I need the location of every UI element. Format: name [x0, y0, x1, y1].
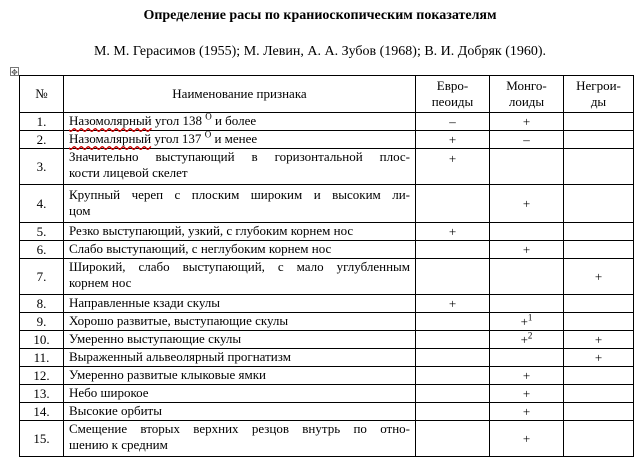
- cell-negroids: [564, 149, 634, 185]
- row-num: 11.: [20, 349, 64, 367]
- cell-mongoloids: [490, 259, 564, 295]
- cell-mongoloids: +: [490, 403, 564, 421]
- cell-mongoloids: +$^1$: [490, 313, 564, 331]
- row-name: Высокие орбиты: [64, 403, 416, 421]
- cell-mongoloids: [490, 295, 564, 313]
- table-row: [20, 113, 634, 131]
- table-row: [20, 349, 634, 367]
- cell-negroids: +: [564, 259, 634, 295]
- cell-mongoloids: [490, 223, 564, 241]
- row-num: 5.: [20, 223, 64, 241]
- table-row: [20, 385, 634, 403]
- row-name: Назомалярный угол 137 $^O$ и менее: [64, 131, 416, 149]
- row-num: 2.: [20, 131, 64, 149]
- cell-mongoloids: +: [490, 421, 564, 457]
- cell-europeoids: [416, 185, 490, 223]
- cell-mongoloids: +: [490, 241, 564, 259]
- cell-europeoids: [416, 241, 490, 259]
- row-num: 13.: [20, 385, 64, 403]
- cell-mongoloids: +: [490, 185, 564, 223]
- table-row: [20, 367, 634, 385]
- cell-mongoloids: +: [490, 385, 564, 403]
- row-num: 12.: [20, 367, 64, 385]
- cell-europeoids: +: [416, 295, 490, 313]
- table-row: [20, 131, 634, 149]
- row-name: Слабо выступающий, с неглубоким корнем нос: [64, 241, 416, 259]
- row-num: 10.: [20, 331, 64, 349]
- cell-mongoloids: +: [490, 113, 564, 131]
- cell-negroids: +: [564, 349, 634, 367]
- header-mongoloids: Монго- лоиды: [490, 76, 564, 113]
- cell-negroids: [564, 185, 634, 223]
- cell-negroids: [564, 421, 634, 457]
- row-name: Назомолярный угол 138 $^O$ и более: [64, 113, 416, 131]
- cell-europeoids: [416, 421, 490, 457]
- row-num: 9.: [20, 313, 64, 331]
- table-row: [20, 403, 634, 421]
- cell-europeoids: [416, 349, 490, 367]
- page-title: Определение расы по краниоскопическим показателям: [143, 8, 497, 23]
- row-name: Небо широкое: [64, 385, 416, 403]
- cell-europeoids: +: [416, 131, 490, 149]
- table-row: [20, 223, 634, 241]
- table-row: [20, 421, 634, 457]
- cell-europeoids: +: [416, 223, 490, 241]
- authors-line: М. М. Герасимов (1955); М. Левин, А. А. Зубов (1968); В. И. Добряк (1960).: [93, 44, 547, 59]
- table-row: [20, 331, 634, 349]
- table-row: [20, 241, 634, 259]
- table-row: [20, 313, 634, 331]
- cell-negroids: [564, 367, 634, 385]
- row-name: Выраженный альвеолярный прогнатизм: [64, 349, 416, 367]
- cell-mongoloids: +: [490, 367, 564, 385]
- cell-negroids: +: [564, 331, 634, 349]
- header-name: Наименование признака: [64, 76, 416, 113]
- row-name: Широкий, слабо выступающий, с мало углубленным корнем нос: [64, 259, 416, 295]
- row-num: 14.: [20, 403, 64, 421]
- cell-europeoids: [416, 259, 490, 295]
- row-name: Умеренно выступающие скулы: [64, 331, 416, 349]
- cell-europeoids: [416, 367, 490, 385]
- row-num: 15.: [20, 421, 64, 457]
- cell-europeoids: +: [416, 149, 490, 185]
- cell-negroids: [564, 131, 634, 149]
- cell-mongoloids: +$^2$: [490, 331, 564, 349]
- cell-europeoids: [416, 313, 490, 331]
- header-negroids: Негрои- ды: [564, 76, 634, 113]
- row-num: 8.: [20, 295, 64, 313]
- row-name: Значительно выступающий в горизонтальной плос- кости лицевой скелет: [64, 149, 416, 185]
- cell-negroids: [564, 113, 634, 131]
- row-num: 3.: [20, 149, 64, 185]
- cell-negroids: [564, 403, 634, 421]
- cell-mongoloids: [490, 149, 564, 185]
- row-num: 6.: [20, 241, 64, 259]
- table-header-row: [20, 76, 634, 113]
- cell-mongoloids: –: [490, 131, 564, 149]
- race-criteria-table: [19, 75, 634, 457]
- row-name: Направленные кзади скулы: [64, 295, 416, 313]
- cell-negroids: [564, 313, 634, 331]
- cell-europeoids: [416, 403, 490, 421]
- row-num: 7.: [20, 259, 64, 295]
- cell-negroids: [564, 385, 634, 403]
- row-name: Резко выступающий, узкий, с глубоким корнем нос: [64, 223, 416, 241]
- table-row: [20, 149, 634, 185]
- cell-negroids: [564, 295, 634, 313]
- cell-mongoloids: [490, 349, 564, 367]
- row-name: Хорошо развитые, выступающие скулы: [64, 313, 416, 331]
- row-name: Умеренно развитые клыковые ямки: [64, 367, 416, 385]
- cell-europeoids: –: [416, 113, 490, 131]
- table-row: [20, 295, 634, 313]
- cell-europeoids: [416, 331, 490, 349]
- cell-negroids: [564, 223, 634, 241]
- table-row: [20, 185, 634, 223]
- cell-negroids: [564, 241, 634, 259]
- row-name: Крупный череп с плоским широким и высоким ли- цом: [64, 185, 416, 223]
- table-row: [20, 259, 634, 295]
- header-num: №: [20, 76, 64, 113]
- row-num: 1.: [20, 113, 64, 131]
- table-move-handle-icon[interactable]: ✥: [11, 68, 18, 77]
- cell-europeoids: [416, 385, 490, 403]
- row-name: Смещение вторых верхних резцов внутрь по отно- шению к средним: [64, 421, 416, 457]
- row-num: 4.: [20, 185, 64, 223]
- header-europeoids: Евро- пеоиды: [416, 76, 490, 113]
